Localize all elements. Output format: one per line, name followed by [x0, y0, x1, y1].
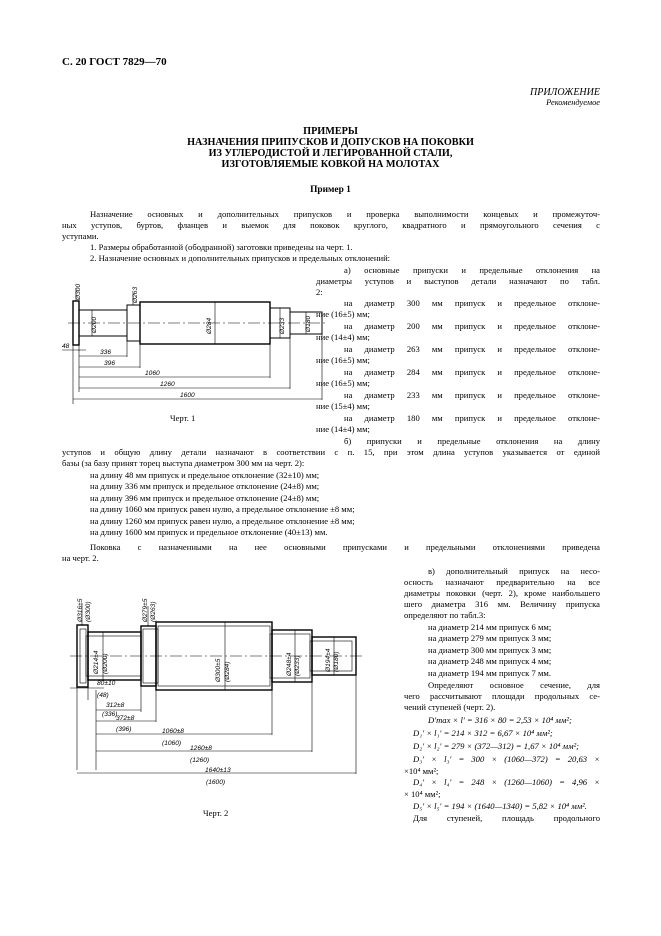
fig2-len-label: 80±10: [97, 680, 116, 687]
right1-line: ние (16±5) мм;: [316, 309, 370, 319]
right1-line: на диаметр 200 мм припуск и предельное отклоне-: [344, 321, 600, 331]
fig1-len-label: 1060: [145, 370, 160, 377]
right2-line: на диаметр 300 мм припуск 3 мм;: [428, 645, 552, 655]
fig2-diam-label: Ø214±4: [93, 650, 100, 674]
right2-line: шего диаметра 316 мм. Величину припуска: [404, 599, 600, 609]
right1-line: ние (16±5) мм;: [316, 355, 370, 365]
formula: ×10⁴ мм²;: [404, 766, 439, 776]
right1-line: а) основные припуски и предельные отклонения на: [344, 265, 600, 275]
fig2-diam-label: Ø279±5: [142, 598, 149, 622]
right2-line: осность назначают предварительно на все: [404, 577, 600, 587]
cont-line: на длину 336 мм припуск и предельное отклонение (24±8) мм;: [90, 481, 320, 491]
fig2-diam-label: (Ø233): [294, 655, 301, 676]
title-line-3: ИЗ УГЛЕРОДИСТОЙ И ЛЕГИРОВАННОЙ СТАЛИ,: [208, 148, 453, 159]
right2-line: чений ступеней (черт. 2).: [404, 702, 496, 712]
right1-line: на диаметр 233 мм припуск и предельное отклоне-: [344, 390, 600, 400]
cont-line: на длину 48 мм припуск и предельное отклонение (32±10) мм;: [90, 470, 320, 480]
fig2-len-label: (1260): [190, 757, 210, 764]
right2-line: на диаметр 248 мм припуск 4 мм;: [428, 656, 552, 666]
right2-line: определяют по табл.3:: [404, 610, 486, 620]
intro-line: уступами.: [62, 231, 99, 241]
appendix-sub: Рекомендуемое: [546, 98, 600, 107]
fig1-diam-label: Ø284: [206, 317, 213, 334]
formula: Для ступеней, площадь продольного: [413, 813, 600, 823]
fig2-diam-label: (Ø200): [102, 653, 109, 674]
fig2-caption: Черт. 2: [203, 808, 229, 818]
fig2-diam-label: Ø316±5: [77, 598, 84, 622]
fig2-diam-label: Ø300±5: [215, 658, 222, 682]
right1-line: на диаметр 263 мм припуск и предельное отклоне-: [344, 344, 600, 354]
fig1-diam-label: Ø233: [279, 317, 286, 334]
title-line-4: ИЗГОТОВЛЯЕМЫЕ КОВКОЙ НА МОЛОТАХ: [221, 159, 440, 170]
right1-line: ние (16±5) мм;: [316, 378, 370, 388]
intro-line: 1. Размеры обработанной (ободранной) заготовки приведены на черт. 1.: [90, 242, 353, 252]
right2-line: на диаметр 279 мм припуск 3 мм;: [428, 633, 552, 643]
right2-line: на диаметр 194 мм припуск 7 мм.: [428, 668, 551, 678]
cont-line: на длину 1060 мм припуск равен нулю, а предельное отклонение ±8 мм;: [90, 504, 355, 514]
appendix-label: ПРИЛОЖЕНИЕ: [530, 87, 600, 98]
right1-line: на диаметр 180 мм припуск и предельное отклоне-: [344, 413, 600, 423]
fig1-diam-label: Ø300: [75, 283, 82, 300]
fig2-diam-label: Ø248±4: [286, 652, 293, 676]
formula: D₂′ × l₂′ = 279 × (372—312) = 1,67 × 10⁴ мм²;: [413, 741, 580, 751]
fig2-diam-label: Ø194±4: [325, 648, 332, 672]
fig2-diam-label: (Ø300): [85, 601, 92, 622]
fig1-len-label: 48: [62, 343, 70, 350]
fig1-diam-label: Ø263: [132, 286, 139, 303]
fig1-len-label: 396: [104, 360, 116, 367]
fig1-len-label: 1600: [180, 392, 195, 399]
page-header: С. 20 ГОСТ 7829—70: [62, 56, 167, 68]
fig2-len-label: 1260±8: [190, 745, 212, 752]
fig2-len-label: (396): [116, 726, 132, 733]
fig2-diam-label: (Ø180): [333, 651, 340, 672]
right1-line: на диаметр 300 мм припуск и предельное отклоне-: [344, 298, 600, 308]
cont-line: на длину 396 мм припуск и предельное отклонение (24±8) мм;: [90, 493, 320, 503]
formula: D₅′ × l₅′ = 194 × (1640—1340) = 5,82 × 10⁴ мм².: [413, 801, 587, 811]
right2-line: диаметры поковки (черт. 2), кроме наибольшего: [404, 588, 600, 598]
fig2-len-label: (1060): [162, 740, 182, 747]
right1-line: на диаметр 284 мм припуск и предельное отклоне-: [344, 367, 600, 377]
fig1-len-label: 1260: [160, 381, 175, 388]
formula: D₃′ × l₃′ = 300 × (1060—372) = 20,63 ×: [413, 754, 600, 764]
right1-line: 2:: [316, 287, 323, 297]
fig1-diam-label: Ø200: [91, 316, 98, 333]
fig2-len-label: (1600): [206, 779, 226, 786]
intro-line: Назначение основных и дополнительных припусков и проверка выполнимости концевых и промежуточ-: [90, 209, 600, 219]
title-line-2: НАЗНАЧЕНИЯ ПРИПУСКОВ И ДОПУСКОВ НА ПОКОВКИ: [187, 137, 474, 148]
formula: D₄′ × l₄′ = 248 × (1260—1060) = 4,96 ×: [413, 777, 600, 787]
right1-line: ние (15±4) мм;: [316, 401, 370, 411]
fig2-len-label: 372±8: [116, 715, 135, 722]
formula: × 10⁴ мм²;: [404, 789, 441, 799]
right2-line: в) дополнительный припуск на несо-: [428, 566, 600, 576]
right2-line: на диаметр 214 мм припуск 6 мм;: [428, 622, 552, 632]
intro-line: ных уступов, буртов, фланцев и выемок для поковок круглого, квадратного и прямоугольного сечения с: [62, 220, 600, 230]
fig1-len-label: 336: [100, 349, 112, 356]
fig2-len-label: 312±8: [106, 702, 125, 709]
fig2-diam-label: (Ø284): [224, 661, 231, 682]
cont-line: Поковка с назначенными на нее основными припусками и предельными отклонениями приведена: [90, 542, 600, 552]
right1-line: б) припуски и предельные отклонения на длину: [344, 436, 600, 446]
cont-line: на черт. 2.: [62, 553, 99, 563]
right1-line: ние (14±4) мм;: [316, 332, 370, 342]
right2-line: Определяют основное сечение, для: [428, 680, 600, 690]
fig1-diam-label: Ø180: [305, 315, 312, 332]
intro-line: 2. Назначение основных и дополнительных припусков и предельных отклонений:: [90, 253, 391, 263]
right2-line: чего рассчитывают площади продольных се-: [404, 691, 600, 701]
fig2-diam-label: (Ø263): [150, 601, 157, 622]
example-title: Пример 1: [310, 185, 351, 195]
cont-line: на длину 1260 мм припуск равен нулю, а предельное отклонение ±8 мм;: [90, 516, 355, 526]
fig1-caption: Черт. 1: [170, 413, 196, 423]
cont-line: на длину 1600 мм припуск и предельное отклонение (40±13) мм.: [90, 527, 328, 537]
fig2-len-label: 1640±13: [205, 767, 231, 774]
title-line-1: ПРИМЕРЫ: [303, 126, 358, 137]
fig2-len-label: (336): [102, 711, 118, 718]
formula: D′max × l′ = 316 × 80 = 2,53 × 10⁴ мм²;: [428, 715, 572, 725]
right1-line: ние (14±4) мм;: [316, 424, 370, 434]
formula: D₁′ × l₁′ = 214 × 312 = 6,67 × 10⁴ мм²;: [413, 728, 553, 738]
fig2-len-label: 1060±8: [162, 728, 184, 735]
cont-line: уступов и общую длину детали назначают в соответствии с п. 15, при этом длина уступов указывается от единой: [62, 447, 600, 457]
cont-line: базы (за базу принят торец выступа диаметром 300 мм на черт. 2):: [62, 458, 305, 468]
right1-line: диаметры уступов и выступов детали назначают по табл.: [316, 276, 600, 286]
fig2-len-label: (48): [97, 692, 109, 699]
